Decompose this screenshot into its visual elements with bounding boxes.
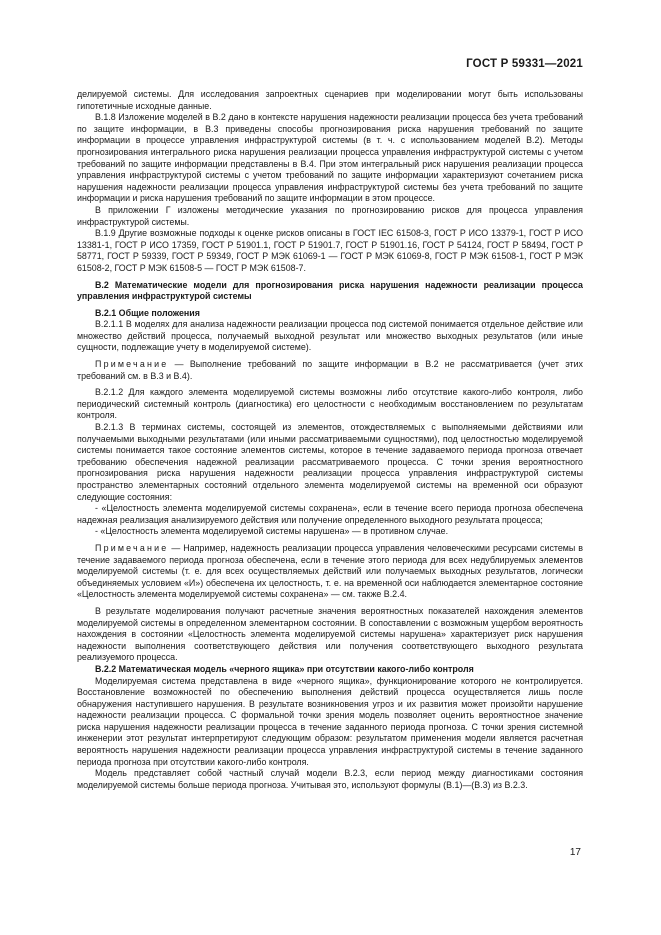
note-label: Примечание	[95, 542, 169, 553]
paragraph-b-2-1-3: В.2.1.3 В терминах системы, состоящей из элементов, отождествляемых с выполняемыми действиями или получаемыми выходными результатами (или иными рассматриваемыми сущностями), под целостностью моделируемой системы понимается такое состояние элементов системы, которое в течение задаваемого периода прогноза отвечает требованию обеспечения надежной реализации рассматриваемого процесса. С точки зрения вероятностного прогнозирования риска нарушения надежности реализации процесса управления инфраструктурой системы пространство элементарных состояний отдельного элемента моделируемой системы на временной оси образуют следующие состояния:	[77, 422, 583, 502]
paragraph-b-2-1-2: В.2.1.2 Для каждого элемента моделируемой системы возможны либо отсутствие какого-либо контроля, либо периодический системный контроль (диагностика) его целостности с необходимым восстановлением по результатам контроля.	[77, 387, 583, 421]
section-heading-b-2: В.2 Математические модели для прогнозирования риска нарушения надежности реализации процесса управления инфраструктурой системы	[77, 279, 583, 302]
note-label: Примечание	[95, 359, 169, 370]
page-body	[77, 89, 583, 791]
paragraph-b-1-8: В.1.8 Изложение моделей в В.2 дано в контексте нарушения надежности реализации процесса без учета требований по защите информации, в В.3 приведены способы прогнозирования риска нарушения требований по защите информации в процессе управления инфраструктурой системы (в т. ч. с использованием моделей В.2). Методы прогнозирования интегрального риска нарушения реализации процесса управления инфраструктурой системы с учетом требований по защите информации представлены в В.4. При этом интегральный риск нарушения реализации процесса управления инфраструктурой системы с учетом требований по защите информации характеризуют сочетанием риска нарушения надежности реализации процесса управления инфраструктурой системы без учета требований по защите информации и риска нарушения требований по защите информации в этом процессе.	[77, 112, 583, 204]
list-item-integrity-preserved: - «Целостность элемента моделируемой системы сохранена», если в течение всего периода прогноза обеспечена надежная реализация анализируемого действия или получение определенного выходного результата процесса;	[77, 503, 583, 525]
paragraph-black-box: Моделируемая система представлена в виде «черного ящика», функционирование которого не контролируется. Восстановление возможностей по обеспечению выполнения действий процесса осуществляется лишь после обнаружения наступившего нарушения. В результате возникновения угроз и их развития может произойти нарушение надежности реализации процесса. С формальной точки зрения модель позволяет оценить вероятностное значение риска нарушения надежности реализации процесса в течение заданного периода прогноза. С точки зрения системной инженерии этот результат интерпретируют следующим образом: результатом применения модели является расчетная вероятность нарушения надежности реализации процесса управления инфраструктурой системы в течение заданного периода прогноза при отсутствии какого-либо контроля.	[77, 675, 583, 767]
note-1	[77, 359, 583, 382]
note-text: — Например, надежность реализации процесса управления человеческими ресурсами системы в течение задаваемого периода прогноза обеспечена, если в течение этого периода для всех недублируемых элементов моделируемой системы (т. е. для всех осуществляемых действий или получаемых выходных результатов, логически объединяемых условием «И») обеспечена их целостность, т. е. на временной оси наблюдается элементарное состояние «Целостность элемента моделируемой системы сохранена» — см. также В.2.4.	[77, 542, 583, 600]
subsection-heading-b-2-1: В.2.1 Общие положения	[95, 307, 200, 318]
note-2	[77, 543, 583, 601]
paragraph-b-2-1-1: В.2.1.1 В моделях для анализа надежности реализации процесса под системой понимается отдельное действие или множество действий процесса, получаемый выходной результат или множество выходных результатов (или иные сущности, подлежащие учету в моделируемой системе).	[77, 319, 583, 353]
paragraph-model-special-case: Модель представляет собой частный случай модели В.2.3, если период между диагностиками состояния моделируемой системы больше периода прогноза. Учитывая это, используют формулы (В.1)—(В.3) из В.2.3.	[77, 768, 583, 790]
paragraph-b-1-9: В.1.9 Другие возможные подходы к оценке рисков описаны в ГОСТ IEC 61508-3, ГОСТ Р ИСО 13379-1, ГОСТ Р ИСО 13381-1, ГОСТ Р ИСО 17359, ГОСТ Р 51901.1, ГОСТ Р 51901.7, ГОСТ Р 51901.16, ГОСТ Р 54124, ГОСТ Р 58494, ГОСТ Р 58771, ГОСТ Р 59339, ГОСТ Р 59349, ГОСТ Р МЭК 61069-1 — ГОСТ Р МЭК 61069-8, ГОСТ Р МЭК 61508-1, ГОСТ Р МЭК 61508-2, ГОСТ Р МЭК 61508-5 — ГОСТ Р МЭК 61508-7.	[77, 228, 583, 273]
paragraph-modeling-results: В результате моделирования получают расчетные значения вероятностных показателей нахождения элементов моделируемой системы в определенном элементарном состоянии. В сопоставлении с возможным ущербом вероятность нахождения в состоянии «Целостность элемента моделируемой системы нарушена» характеризует риск нарушения надежности выполнения соответствующего действия или получения соответствующего выходного результата реализуемого процесса.	[77, 605, 583, 663]
subsection-heading-b-2-2: В.2.2 Математическая модель «черного ящика» при отсутствии какого-либо контроля	[95, 663, 474, 674]
document-number: ГОСТ Р 59331—2021	[466, 58, 583, 70]
paragraph-continuation: делируемой системы. Для исследования запроектных сценариев при моделировании могут быть использованы гипотетичные исходные данные.	[77, 89, 583, 111]
paragraph-appendix-g: В приложении Г изложены методические указания по прогнозированию рисков для процесса управления инфраструктурой системы.	[77, 204, 583, 227]
list-item-integrity-violated: - «Целостность элемента моделируемой системы нарушена» — в противном случае.	[95, 526, 449, 537]
page-number: 17	[569, 847, 581, 858]
note-text: — Выполнение требований по защите информации в В.2 не рассматривается (учет этих требований см. в В.3 и В.4).	[77, 359, 583, 381]
